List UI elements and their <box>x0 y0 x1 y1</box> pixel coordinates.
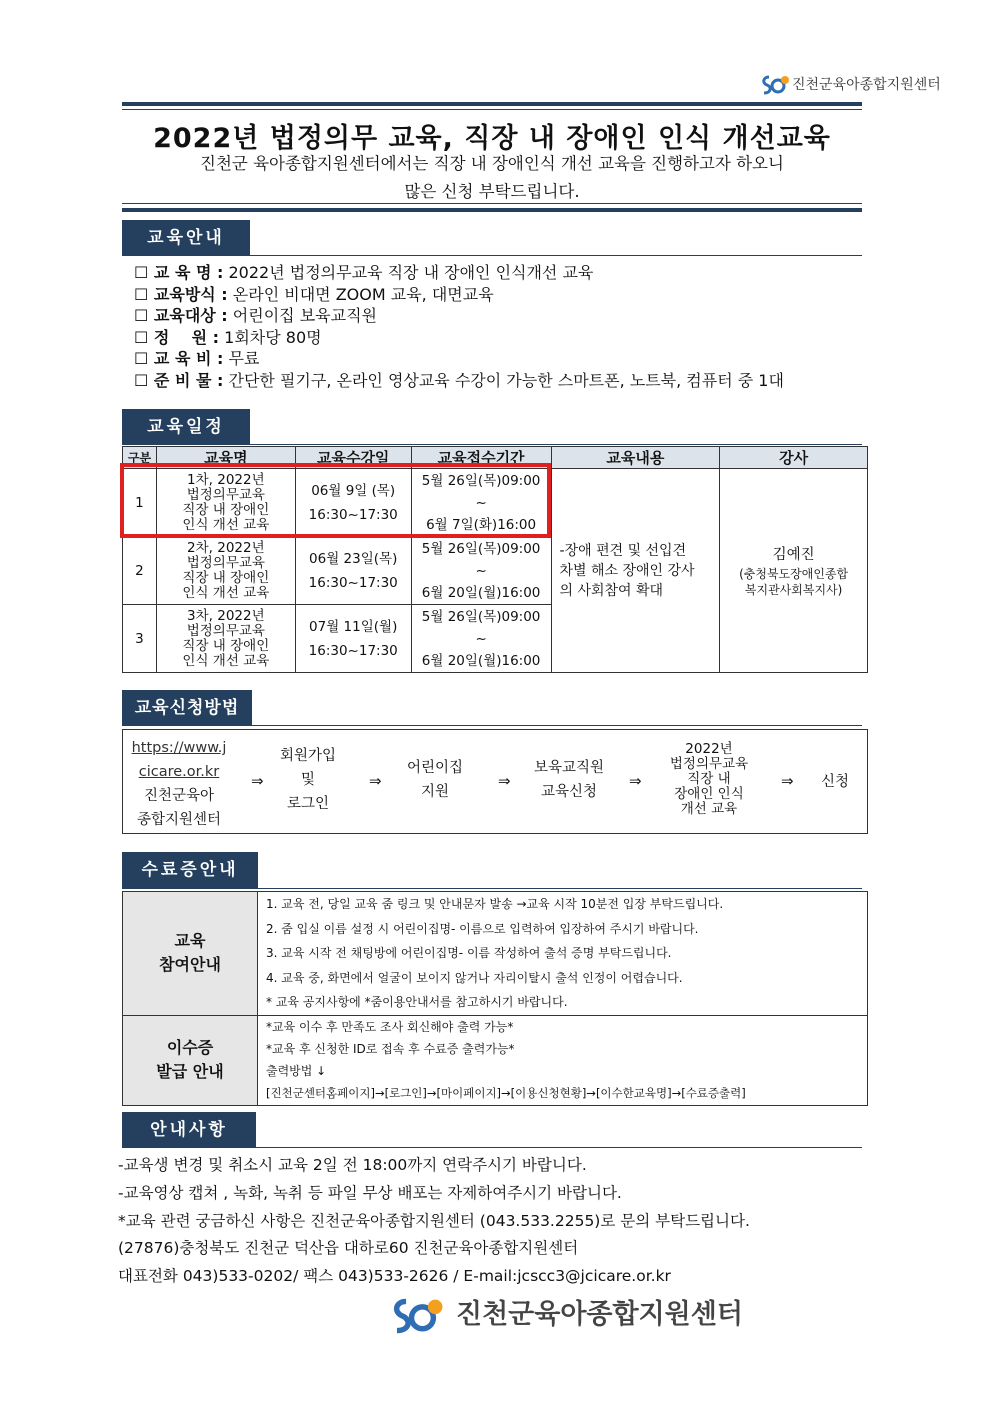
notice-item: (27876)충청북도 진천군 덕산읍 대하로60 진천군육아종합지원센터 <box>118 1239 579 1258</box>
section-line-certificate <box>258 888 862 889</box>
col-header-content: 교육내용 <box>551 447 720 469</box>
step-arrow: ⇒ <box>498 772 511 790</box>
info-row: ☐ 교 육 비 : 무료 <box>134 349 260 369</box>
row-name: 1차, 2022년 법정의무교육 직장 내 장애인 인식 개선 교육 <box>156 469 295 537</box>
row-date: 07월 11일(월) 16:30~17:30 <box>295 605 411 673</box>
info-row: ☐ 교 육 명 : 2022년 법정의무교육 직장 내 장애인 인식개선 교육 <box>134 263 594 282</box>
participation-label: 교육 참여안내 <box>123 892 258 1016</box>
notice-item: -교육생 변경 및 취소시 교육 2일 전 18:00까지 연락주시기 바랍니다. <box>118 1156 587 1174</box>
section-header-info: 교육안내 <box>122 220 250 256</box>
row-name: 2차, 2022년 법정의무교육 직장 내 장애인 인식 개선 교육 <box>156 537 295 605</box>
row-no: 2 <box>123 537 157 605</box>
col-header-name: 교육명 <box>156 447 295 469</box>
step-signup: 회원가입 및 로그인 <box>279 748 337 812</box>
col-header-no: 구분 <box>123 447 157 469</box>
info-row: ☐ 교육대상 : 어린이집 보육교직원 <box>134 306 377 326</box>
issue-label: 이수증 발급 안내 <box>123 1015 258 1105</box>
section-header-schedule: 교육일정 <box>122 409 250 445</box>
section-line-schedule <box>250 444 862 445</box>
notice-item: *교육 관련 궁금하신 사항은 진천군육아종합지원센터 (043.533.2255)로 문의 부탁드립니다. <box>118 1211 750 1230</box>
step-daycare-support: 어린이집 지원 <box>406 760 464 800</box>
title-rule-top-thin <box>122 109 862 110</box>
col-header-period: 교육접수기간 <box>411 447 551 469</box>
section-header-method: 교육신청방법 <box>122 690 252 726</box>
info-row: ☐ 준 비 물 : 간단한 필기구, 온라인 영상교육 수강이 가능한 스마트폰, 노트북, 컴퓨터 중 1대 <box>134 370 784 390</box>
footer-logo-icon <box>384 1296 450 1336</box>
title-rule-bottom-thin <box>122 203 862 204</box>
org-logo-icon <box>760 74 790 96</box>
application-steps <box>122 729 868 834</box>
subtitle-line-1: 진천군 육아종합지원센터에서는 직장 내 장애인식 개선 교육을 진행하고자 하오니 <box>200 154 784 173</box>
section-line-notice <box>256 1147 862 1148</box>
section-line-info <box>250 255 862 256</box>
info-row: ☐ 교육방식 : 온라인 비대면 ZOOM 교육, 대면교육 <box>134 284 494 304</box>
step-course: 2022년 법정의무교육 직장 내 장애인 인식 개선 교육 <box>669 741 749 817</box>
step-arrow: ⇒ <box>251 772 264 790</box>
row-date: 06월 23일(목) 16:30~17:30 <box>295 537 411 605</box>
row-period: 5월 26일(목)09:00 ~ 6월 20일(월)16:00 <box>411 605 551 673</box>
step-staff-apply: 보육교직원 교육신청 <box>533 760 605 800</box>
table-row <box>123 1015 868 1105</box>
participation-content: 1. 교육 전, 당일 교육 줌 링크 및 안내문자 발송 →교육 시작 10분전 입장 부탁드립니다. 2. 줌 입실 이름 설정 시 어린이집명- 이름으로 입력하여 입장하여 주시기 바랍니다. 3. 교육 시작 전 채팅방에 어린이집명- 이름 작성하여 출석 증명 부탁드립니다. 4. 교육 중, 화면에서 얼굴이 보이지 않거나 자리이탈시 출석 인정이 어렵습니다. * 교육 공지사항에 *줌이용안내서를 참고하시기 바랍니다. <box>258 892 868 1016</box>
section-line-method <box>252 725 862 726</box>
step-arrow: ⇒ <box>781 772 794 790</box>
row-period: 5월 26일(목)09:00 ~ 6월 20일(월)16:00 <box>411 537 551 605</box>
section-header-certificate: 수료증안내 <box>122 852 258 889</box>
footer-logo-text: 진천군육아종합지원센터 <box>456 1299 743 1330</box>
notice-item: -교육영상 캡쳐 , 녹화, 녹취 등 파일 무상 배포는 자제하여주시기 바랍니다. <box>118 1183 622 1202</box>
step-apply: 신청 <box>820 774 849 790</box>
row-no: 3 <box>123 605 157 673</box>
step-arrow: ⇒ <box>629 772 642 790</box>
notice-list <box>118 1152 750 1291</box>
row-date: 06월 9일 (목) 16:30~17:30 <box>295 469 411 537</box>
subtitle-line-2: 많은 신청 부탁드립니다. <box>404 182 580 201</box>
col-header-date: 교육수강일 <box>295 447 411 469</box>
org-logo <box>760 74 941 96</box>
title-rule-bottom <box>122 208 862 212</box>
col-header-instructor: 강사 <box>720 447 868 469</box>
footer-logo <box>384 1292 743 1336</box>
org-logo-text: 진천군육아종합지원센터 <box>792 77 941 93</box>
info-list <box>134 262 784 392</box>
issue-content: *교육 이수 후 만족도 조사 회신해야 출력 가능* *교육 후 신청한 ID로 접속 후 수료증 출력가능* 출력방법 ↓ [진천군센터홈페이지]→[로그인]→[마이페이지]→[이용신청현황]→[이수한교육명]→[수료증출력] <box>258 1015 868 1105</box>
row-instructor: 김예진 (충청북도장애인종합 복지관사회복지사) <box>720 469 868 673</box>
info-row: ☐ 정 원 : 1회차당 80명 <box>134 327 322 347</box>
section-header-notice: 안내사항 <box>122 1112 256 1148</box>
row-no: 1 <box>123 469 157 537</box>
highlight-box-row-1 <box>120 463 551 538</box>
certificate-table <box>122 891 868 1106</box>
row-name: 3차, 2022년 법정의무교육 직장 내 장애인 인식 개선 교육 <box>156 605 295 673</box>
title-rule-top <box>122 102 862 106</box>
row-period: 5월 26일(목)09:00 ~ 6월 7일(화)16:00 <box>411 469 551 537</box>
notice-item: 대표전화 043)533-0202/ 팩스 043)533-2626 / E-mail:jcscc3@jcicare.or.kr <box>118 1267 671 1286</box>
page-subtitle <box>122 150 862 206</box>
website-link[interactable]: https://www.j cicare.or.kr <box>131 740 227 780</box>
page-title: 2022년 법정의무 교육, 직장 내 장애인 인식 개선교육 <box>153 123 831 154</box>
table-row <box>123 892 868 1016</box>
row-content: -장애 편견 및 선입견 차별 해소 장애인 강사 의 사회참여 확대 <box>551 469 720 673</box>
step-website: https://www.j cicare.or.kr 진천군육아 종합지원센터 <box>131 740 227 828</box>
step-arrow: ⇒ <box>369 772 382 790</box>
